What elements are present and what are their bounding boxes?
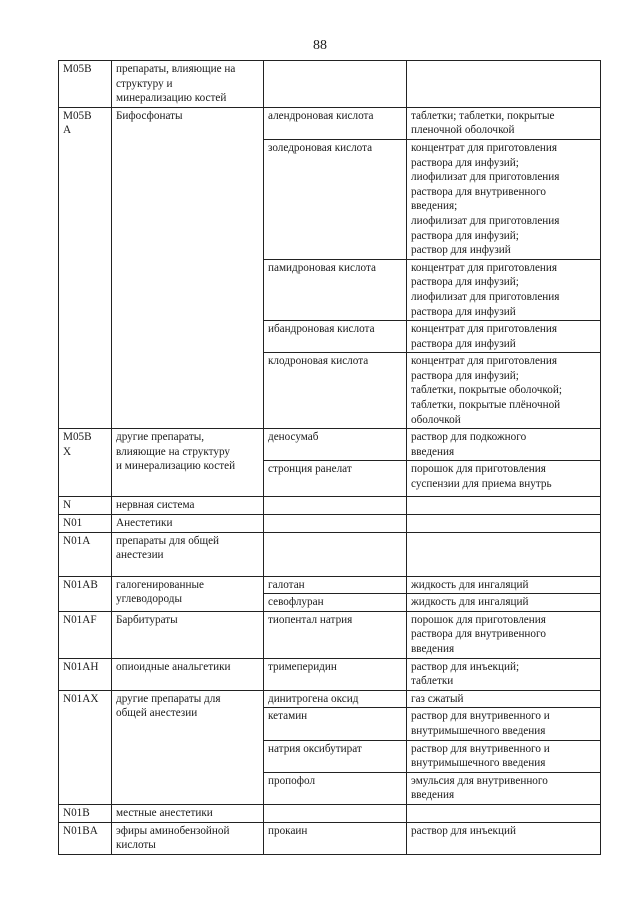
table-row (59, 690, 601, 708)
dosage-form-cell: концентрат для приготовления раствора для инфузий (407, 321, 601, 353)
drug-name-cell: севофлуран (264, 594, 407, 612)
dosage-form-cell: порошок для приготовления раствора для внутривенного введения (407, 611, 601, 658)
drug-name-cell (264, 61, 407, 108)
dosage-form-cell: концентрат для приготовления раствора для инфузий; лиофилизат для приготовления раствора для инфузий (407, 259, 601, 320)
atc-code-cell: M05B X (59, 429, 112, 497)
group-name-cell: галогенированные углеводороды (112, 576, 264, 611)
drug-name-cell (264, 804, 407, 822)
dosage-form-cell (407, 532, 601, 576)
table-row (59, 497, 601, 515)
atc-code-cell: N01AX (59, 690, 112, 804)
table-row (59, 804, 601, 822)
drug-name-cell: деносумаб (264, 429, 407, 461)
group-name-cell: Бифосфонаты (112, 107, 264, 428)
dosage-form-cell: раствор для инъекций (407, 822, 601, 854)
atc-code-cell: N01A (59, 532, 112, 576)
drug-name-cell: алендроновая кислота (264, 107, 407, 139)
atc-code-cell: N01AH (59, 658, 112, 690)
atc-code-cell: N01AF (59, 611, 112, 658)
group-name-cell: Анестетики (112, 515, 264, 533)
table-row (59, 515, 601, 533)
group-name-cell: эфиры аминобензойной кислоты (112, 822, 264, 854)
atc-code-cell: N01AB (59, 576, 112, 611)
table-row (59, 658, 601, 690)
dosage-form-cell: эмульсия для внутривенного введения (407, 772, 601, 804)
table-row (59, 576, 601, 594)
drug-name-cell (264, 497, 407, 515)
group-name-cell: нервная система (112, 497, 264, 515)
dosage-form-cell: газ сжатый (407, 690, 601, 708)
drug-name-cell: кетамин (264, 708, 407, 740)
dosage-form-cell (407, 497, 601, 515)
drug-name-cell: стронция ранелат (264, 461, 407, 497)
group-name-cell: препараты, влияющие на структуру и минерализацию костей (112, 61, 264, 108)
drug-name-cell: динитрогена оксид (264, 690, 407, 708)
dosage-form-cell: раствор для внутривенного и внутримышечного введения (407, 708, 601, 740)
table-row (59, 611, 601, 658)
dosage-form-cell: раствор для внутривенного и внутримышечного введения (407, 740, 601, 772)
dosage-form-cell: концентрат для приготовления раствора для инфузий; лиофилизат для приготовления раствора для внутривенного введения; лиофилизат для приготовления раствора для инфузий; раствор для инфузий (407, 139, 601, 259)
group-name-cell: Барбитураты (112, 611, 264, 658)
drug-name-cell: клодроновая кислота (264, 353, 407, 429)
group-name-cell: опиоидные анальгетики (112, 658, 264, 690)
drug-name-cell: прокаин (264, 822, 407, 854)
dosage-form-cell (407, 61, 601, 108)
group-name-cell: другие препараты для общей анестезии (112, 690, 264, 804)
table-row (59, 429, 601, 461)
table-row (59, 107, 601, 139)
dosage-form-cell (407, 804, 601, 822)
table-row (59, 822, 601, 854)
atc-code-cell: M05B (59, 61, 112, 108)
drug-table (58, 60, 601, 855)
dosage-form-cell: жидкость для ингаляций (407, 594, 601, 612)
atc-code-cell: N01 (59, 515, 112, 533)
dosage-form-cell: концентрат для приготовления раствора для инфузий; таблетки, покрытые оболочкой; таблетки, покрытые плёночной оболочкой (407, 353, 601, 429)
drug-name-cell: ибандроновая кислота (264, 321, 407, 353)
drug-name-cell (264, 515, 407, 533)
drug-name-cell: тиопентал натрия (264, 611, 407, 658)
dosage-form-cell: таблетки; таблетки, покрытые пленочной оболочкой (407, 107, 601, 139)
atc-code-cell: N (59, 497, 112, 515)
table-row (59, 61, 601, 108)
atc-code-cell: M05B A (59, 107, 112, 428)
group-name-cell: препараты для общей анестезии (112, 532, 264, 576)
dosage-form-cell: порошок для приготовления суспензии для приема внутрь (407, 461, 601, 497)
atc-code-cell: N01B (59, 804, 112, 822)
dosage-form-cell: жидкость для ингаляций (407, 576, 601, 594)
table-row (59, 532, 601, 576)
atc-code-cell: N01BA (59, 822, 112, 854)
drug-name-cell: галотан (264, 576, 407, 594)
dosage-form-cell: раствор для подкожного введения (407, 429, 601, 461)
drug-name-cell: пропофол (264, 772, 407, 804)
drug-name-cell: памидроновая кислота (264, 259, 407, 320)
page-number: 88 (313, 38, 327, 53)
dosage-form-cell (407, 515, 601, 533)
drug-name-cell: натрия оксибутират (264, 740, 407, 772)
drug-name-cell (264, 532, 407, 576)
group-name-cell: другие препараты, влияющие на структуру и минерализацию костей (112, 429, 264, 497)
dosage-form-cell: раствор для инъекций; таблетки (407, 658, 601, 690)
group-name-cell: местные анестетики (112, 804, 264, 822)
drug-name-cell: тримеперидин (264, 658, 407, 690)
drug-name-cell: золедроновая кислота (264, 139, 407, 259)
